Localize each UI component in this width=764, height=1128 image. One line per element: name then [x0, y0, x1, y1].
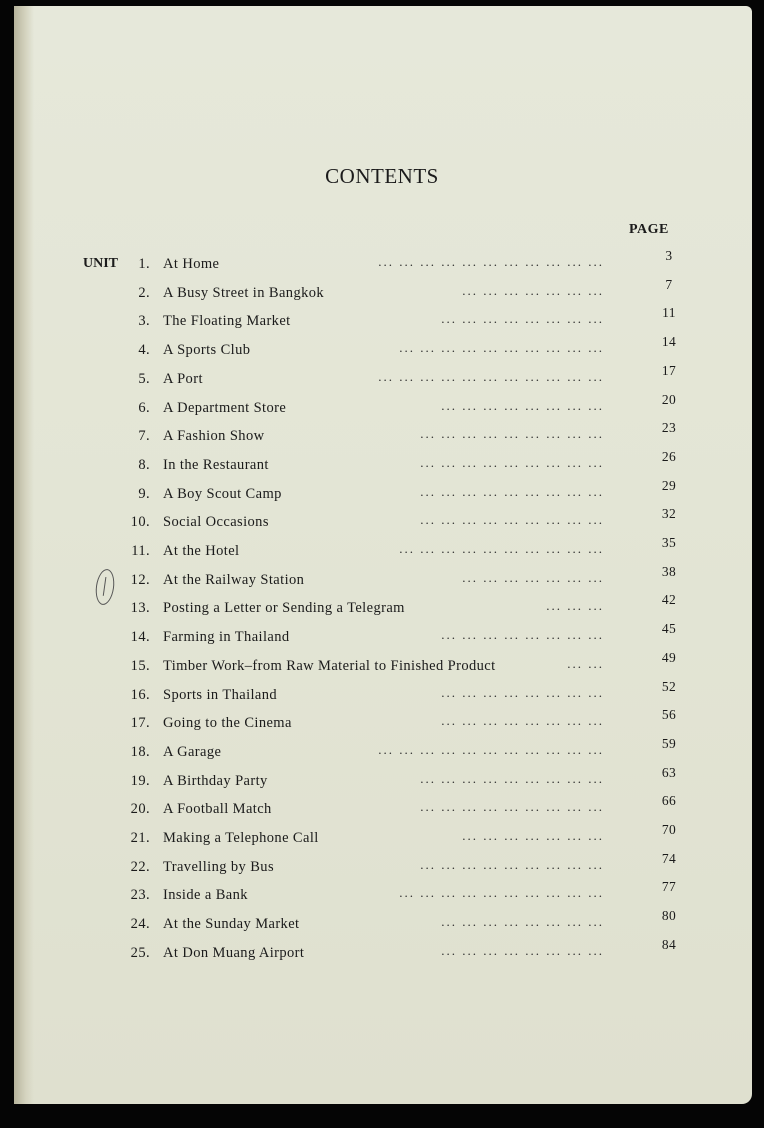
toc-entry-page: 52: [661, 678, 677, 694]
toc-entry-number: 20.: [130, 801, 150, 818]
toc-entry-page: 49: [661, 649, 677, 665]
toc-entry-title: At the Railway Station: [163, 571, 305, 588]
toc-entry-number: 2.: [138, 284, 150, 301]
toc-entry: [120, 334, 692, 364]
toc-entry-title: A Football Match: [163, 801, 272, 818]
toc-entry-page: 70: [661, 822, 677, 837]
toc-entry-title: A Birthday Party: [163, 772, 268, 789]
toc-entry-title: At Don Muang Airport: [163, 944, 305, 961]
toc-entry: [120, 448, 692, 479]
toc-entry-title: A Garage: [163, 743, 222, 760]
toc-entry: [120, 305, 692, 335]
toc-entry-number: 7.: [138, 428, 150, 445]
toc-entry-title: Inside a Bank: [163, 887, 248, 904]
toc-entry-number: 18.: [130, 743, 150, 760]
toc-entry: [120, 276, 692, 307]
toc-entry-page: 14: [661, 334, 677, 350]
toc-entry-title: At the Sunday Market: [163, 916, 300, 933]
toc-entry-title: In the Restaurant: [163, 456, 269, 473]
toc-entry: [120, 822, 692, 852]
toc-entry-number: 17.: [130, 715, 150, 732]
toc-entry-page: 56: [661, 707, 677, 723]
toc-entry-page: 11: [662, 305, 676, 321]
toc-entry-number: 23.: [130, 887, 150, 904]
toc-entry-title: Social Occasions: [163, 514, 269, 531]
toc-entry: [120, 506, 692, 536]
toc-entry-page: 38: [661, 563, 677, 579]
toc-leader-dots: ... ... ... ... ... ... ...: [462, 828, 604, 843]
toc-entry-page: 23: [661, 420, 677, 436]
toc-entry-title: At the Hotel: [163, 543, 240, 559]
toc-entry-title: A Department Store: [163, 399, 287, 416]
toc-entry-page: 17: [661, 362, 677, 378]
toc-leader-dots: ... ... ... ... ... ... ... ... ...: [420, 426, 604, 442]
toc-leader-dots: ... ... ... ... ... ... ... ... ... ... ...: [378, 254, 604, 269]
toc-entry-number: 15.: [130, 657, 150, 674]
toc-leader-dots: ... ... ...: [546, 598, 604, 614]
toc-entry-number: 21.: [130, 830, 150, 846]
toc-entry-page: 32: [661, 506, 677, 522]
toc-entry-title: Farming in Thailand: [163, 629, 290, 646]
toc-leader-dots: ... ... ... ... ... ... ... ...: [441, 684, 604, 700]
toc-entry: [120, 707, 692, 737]
toc-leader-dots: ... ... ... ... ... ... ... ...: [441, 713, 604, 729]
toc-entry-page: 3: [665, 248, 673, 263]
toc-entry-number: 4.: [138, 342, 150, 359]
toc-entry-number: 6.: [138, 399, 150, 416]
toc-leader-dots: ... ... ... ... ... ... ...: [462, 569, 604, 585]
toc-entry: [120, 793, 692, 823]
toc-entry-title: A Sports Club: [163, 342, 251, 359]
toc-leader-dots: ... ... ... ... ... ... ... ... ... ... ...: [378, 368, 604, 384]
toc-entry: [120, 850, 692, 881]
toc-entry-number: 19.: [130, 772, 150, 789]
toc-entry-page: 66: [661, 793, 677, 809]
toc-leader-dots: ... ... ... ... ... ... ... ... ...: [420, 856, 604, 872]
toc-leader-dots: ... ... ... ... ... ... ... ... ... ...: [399, 541, 604, 556]
toc-entry-page: 45: [661, 621, 677, 637]
toc-entry-page: 59: [661, 735, 677, 751]
toc-entry: [120, 936, 692, 967]
toc-entry-page: 42: [661, 592, 677, 608]
toc-entry-number: 11.: [131, 543, 150, 559]
toc-entry-title: Timber Work–from Raw Material to Finished Product: [163, 657, 496, 674]
toc-entry-page: 77: [661, 879, 677, 895]
toc-leader-dots: ... ... ... ... ... ... ... ...: [441, 942, 604, 958]
toc-entry-page: 84: [661, 936, 677, 952]
toc-leader-dots: ... ... ... ... ... ... ... ... ...: [420, 770, 604, 786]
toc-entry: [120, 678, 692, 709]
toc-entry-title: Making a Telephone Call: [163, 830, 319, 846]
toc-entry-title: Going to the Cinema: [163, 715, 292, 732]
toc-entry-page: 35: [661, 535, 677, 550]
toc-entry-title: A Busy Street in Bangkok: [163, 284, 325, 301]
toc-entry-page: 20: [661, 391, 677, 407]
toc-leader-dots: ... ... ... ... ... ... ... ... ... ... ...: [378, 741, 604, 757]
toc-entry-number: 24.: [130, 916, 150, 933]
toc-leader-dots: ... ... ... ... ... ... ... ... ...: [420, 454, 604, 470]
toc-entry-page: 80: [661, 908, 677, 924]
toc-entry-number: 12.: [130, 571, 150, 588]
toc-entry-number: 1.: [138, 256, 150, 272]
toc-entry-number: 22.: [130, 858, 150, 875]
toc-leader-dots: ... ... ... ... ... ... ... ...: [441, 627, 604, 643]
toc-entry-title: Posting a Letter or Sending a Telegram: [163, 600, 405, 617]
contents-title: CONTENTS: [325, 164, 439, 188]
toc-entry-number: 13.: [130, 600, 150, 617]
toc-entry: [120, 735, 692, 766]
toc-entry: [120, 477, 692, 508]
unit-label: UNIT: [83, 256, 119, 271]
toc-entry-number: 9.: [138, 485, 150, 502]
toc-leader-dots: ... ... ... ... ... ... ... ...: [441, 311, 604, 327]
toc-entry-number: 16.: [130, 686, 150, 703]
toc-entry: [120, 248, 692, 278]
toc-entry-number: 10.: [130, 514, 150, 531]
toc-entry-title: A Fashion Show: [163, 428, 265, 445]
toc-entry-number: 8.: [138, 456, 150, 473]
toc-entry-number: 5.: [138, 370, 150, 387]
toc-leader-dots: ... ... ... ... ... ... ... ...: [441, 914, 604, 930]
toc-entry: [120, 764, 692, 795]
toc-entry-title: A Boy Scout Camp: [163, 485, 282, 502]
toc-entry-page: 74: [661, 850, 677, 866]
toc-leader-dots: ... ... ... ... ... ... ... ... ...: [420, 799, 604, 815]
toc-entry-number: 14.: [130, 629, 150, 646]
toc-leader-dots: ... ... ... ... ... ... ... ... ... ...: [399, 340, 604, 356]
toc-entry-page: 29: [661, 477, 677, 493]
toc-entry: [120, 362, 692, 393]
toc-entry-number: 3.: [138, 313, 150, 330]
toc-entry: [120, 563, 692, 594]
toc-leader-dots: ... ... ... ... ... ... ... ... ...: [420, 512, 604, 528]
toc-entry: [120, 420, 692, 450]
toc-entry-title: Sports in Thailand: [163, 686, 278, 703]
toc-entry-title: The Floating Market: [163, 313, 291, 330]
toc-leader-dots: ... ...: [567, 655, 604, 671]
toc-entry-page: 7: [665, 276, 673, 292]
toc-leader-dots: ... ... ... ... ... ... ... ... ... ...: [399, 885, 604, 901]
toc-entry: [120, 908, 692, 938]
toc-leader-dots: ... ... ... ... ... ... ... ... ...: [420, 483, 604, 499]
toc-entry-page: 63: [661, 764, 677, 780]
toc-leader-dots: ... ... ... ... ... ... ... ...: [441, 397, 604, 413]
toc-entry-page: 26: [661, 448, 677, 464]
toc-entry: [120, 391, 692, 422]
toc-entry: [120, 621, 692, 651]
toc-entry: [120, 592, 692, 622]
toc-entry: [120, 649, 692, 680]
toc-entry-title: At Home: [163, 256, 220, 272]
page-column-heading: PAGE: [629, 222, 669, 237]
toc-entry: [120, 535, 692, 565]
toc-entry-title: A Port: [163, 370, 203, 387]
toc-entry: [120, 879, 692, 909]
toc-entry-number: 25.: [130, 944, 150, 961]
toc-leader-dots: ... ... ... ... ... ... ...: [462, 282, 604, 298]
toc-entry-title: Travelling by Bus: [163, 858, 274, 875]
